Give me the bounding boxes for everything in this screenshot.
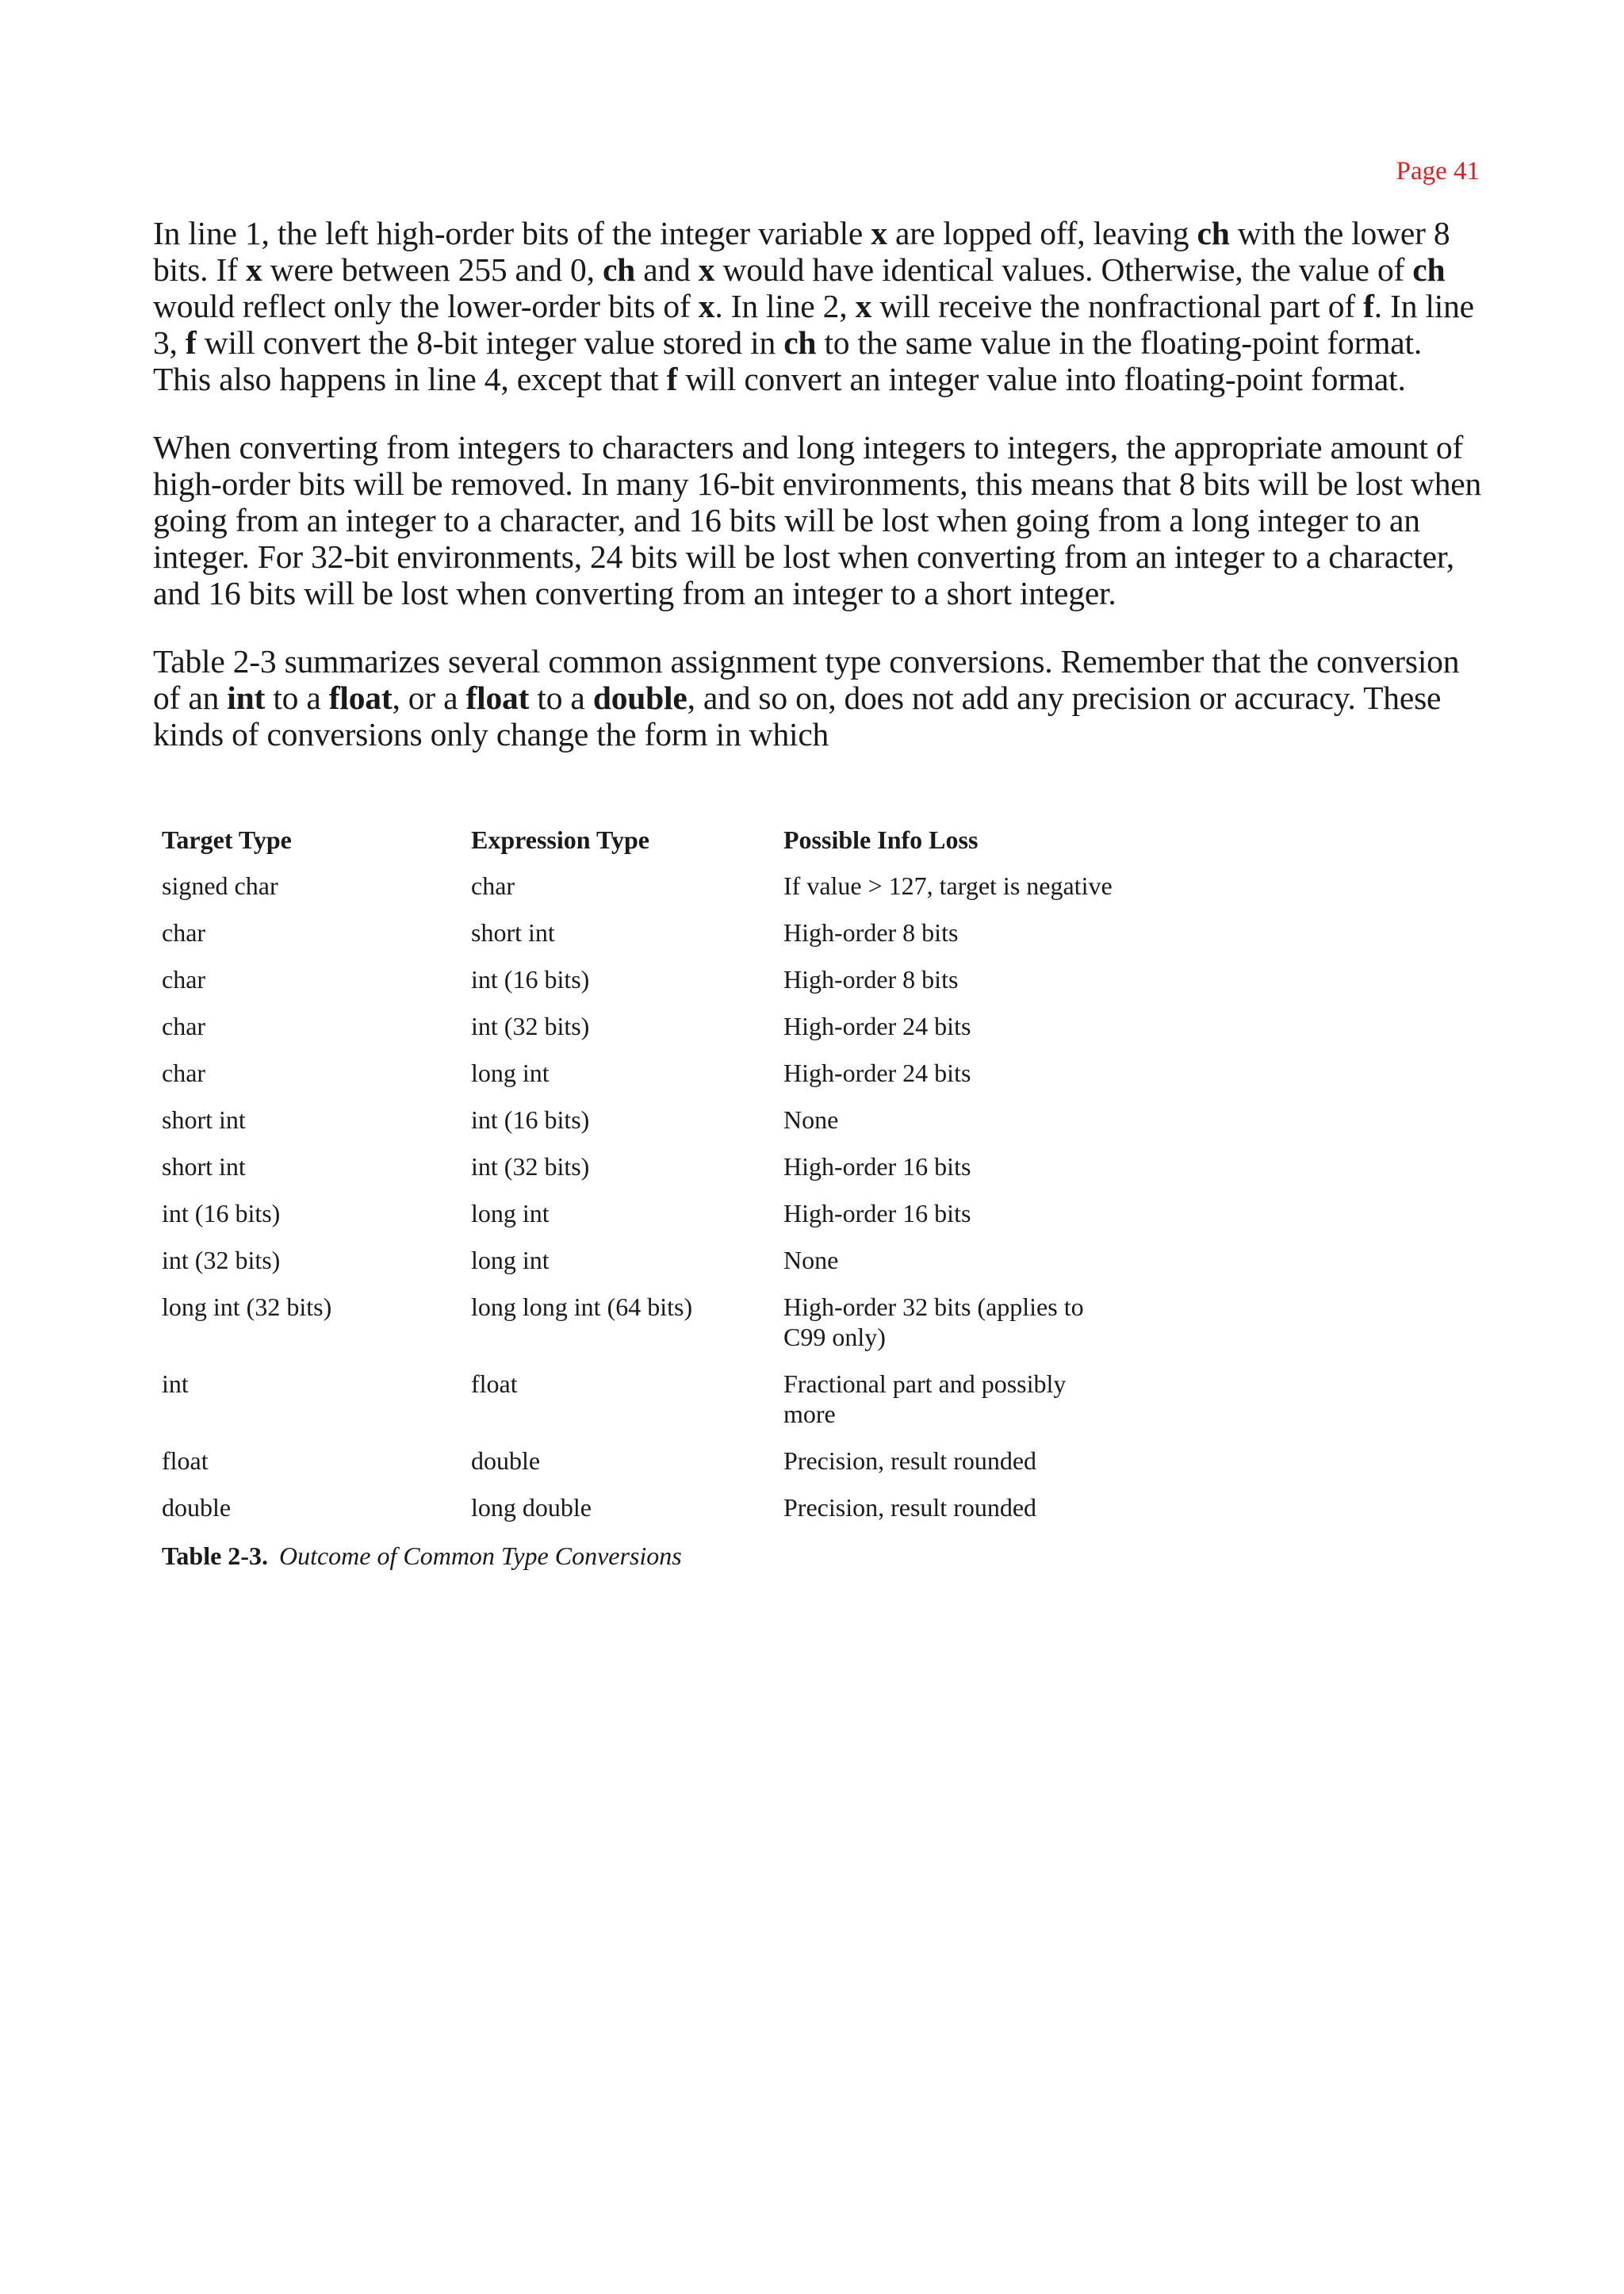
text-run: In line 1, the left high-order bits of the integer variable [153, 215, 871, 251]
cell-expression-type: long long int (64 bits) [471, 1293, 693, 1321]
text-run: are lopped off, leaving [887, 215, 1197, 251]
code-identifier: ch [602, 251, 636, 288]
cell-target-type: short int [162, 1152, 246, 1181]
text-run: . In line 3, [153, 288, 1474, 361]
cell-expression-type: short int [471, 918, 555, 947]
table-row [162, 1369, 1116, 1446]
type-conversion-table-section [162, 825, 1193, 1571]
cell-info-loss: Precision, result rounded [783, 1446, 1037, 1475]
cell-info-loss: High-order 24 bits [783, 1012, 971, 1040]
code-identifier: x [871, 215, 887, 251]
cell-expression-type: float [471, 1369, 518, 1398]
cell-info-loss: High-order 16 bits [783, 1152, 971, 1181]
cell-expression-type: char [471, 871, 515, 900]
cell-info-loss: If value > 127, target is negative [783, 871, 1113, 900]
cell-expression-type: long int [471, 1059, 550, 1087]
text-run: . In line 2, [714, 288, 856, 324]
paragraph-3 [153, 643, 1485, 753]
header-expression-type: Expression Type [471, 825, 649, 854]
table-caption [162, 1541, 1193, 1571]
cell-info-loss: None [783, 1105, 839, 1134]
text-run: When converting from integers to characters and long integers to integers, the appropriate amount of high-order bits will be removed. In many 16-bit environments, this means that 8 bits will be lost when going from an integer to a character, and 16 bits will be lost when going from a long integer to an integer. For 32-bit environments, 24 bits will be lost when converting from an integer to a character, and 16 bits will be lost when converting from an integer to a short integer. [153, 429, 1482, 611]
cell-target-type: char [162, 1012, 206, 1040]
body-text [153, 215, 1485, 784]
code-identifier: x [698, 288, 715, 324]
cell-expression-type: int (32 bits) [471, 1012, 590, 1040]
cell-target-type: int (32 bits) [162, 1246, 281, 1274]
cell-info-loss: High-order 32 bits (applies to C99 only) [783, 1293, 1084, 1351]
cell-expression-type: long int [471, 1199, 550, 1227]
code-identifier: f [185, 324, 197, 361]
table-row [162, 1058, 1116, 1105]
code-identifier: ch [1197, 215, 1230, 251]
cell-expression-type: int (16 bits) [471, 965, 590, 994]
text-run: will receive the nonfractional part of [871, 288, 1364, 324]
text-run: to a [265, 680, 329, 716]
cell-info-loss: High-order 16 bits [783, 1199, 971, 1227]
text-run: were between 255 and 0, [262, 251, 603, 288]
header-target-type: Target Type [162, 825, 292, 854]
code-identifier: float [465, 680, 530, 716]
cell-target-type: double [162, 1493, 232, 1522]
cell-info-loss: High-order 8 bits [783, 918, 959, 947]
cell-expression-type: long double [471, 1493, 592, 1522]
cell-target-type: long int (32 bits) [162, 1293, 332, 1321]
code-identifier: float [328, 680, 393, 716]
code-identifier: f [666, 361, 678, 397]
cell-info-loss: Fractional part and possibly more [783, 1369, 1067, 1428]
page-number: Page 41 [1396, 157, 1480, 186]
code-identifier: ch [783, 324, 817, 361]
table-row [162, 1198, 1116, 1245]
cell-target-type: float [162, 1446, 209, 1475]
code-identifier: f [1363, 288, 1374, 324]
text-run: , or a [392, 680, 466, 716]
cell-target-type: short int [162, 1105, 246, 1134]
table-row [162, 1011, 1116, 1058]
text-run: to the same value in the floating-point format. This also happens in line 4, except that [153, 324, 1422, 397]
table-row [162, 1105, 1116, 1151]
code-identifier: x [698, 251, 715, 288]
table-body [162, 871, 1116, 1539]
text-run: and [635, 251, 699, 288]
text-run: , and so on, does not add any precision or accuracy. These kinds of conversions only change the form in which [153, 680, 1442, 753]
paragraph-2 [153, 429, 1485, 611]
table-header-row [162, 825, 1116, 871]
table-row [162, 1446, 1116, 1492]
cell-info-loss: Precision, result rounded [783, 1493, 1037, 1522]
table-row [162, 871, 1116, 917]
code-identifier: int [227, 680, 266, 716]
text-run: would reflect only the lower-order bits of [153, 288, 699, 324]
cell-target-type: char [162, 918, 206, 947]
table-row [162, 1245, 1116, 1292]
code-identifier: double [592, 680, 688, 716]
cell-info-loss: None [783, 1246, 839, 1274]
cell-target-type: signed char [162, 871, 278, 900]
type-conversion-table [162, 825, 1116, 1539]
table-row [162, 917, 1116, 964]
cell-target-type: int (16 bits) [162, 1199, 281, 1227]
table-caption-text: Outcome of Common Type Conversions [278, 1541, 682, 1570]
cell-info-loss: High-order 24 bits [783, 1059, 971, 1087]
cell-info-loss: High-order 8 bits [783, 965, 959, 994]
table-row [162, 964, 1116, 1011]
cell-target-type: char [162, 1059, 206, 1087]
header-possible-info-loss: Possible Info Loss [783, 825, 979, 854]
cell-target-type: char [162, 965, 206, 994]
cell-expression-type: int (32 bits) [471, 1152, 590, 1181]
code-identifier: ch [1412, 251, 1446, 288]
text-run: with the lower 8 bits. If [153, 215, 1450, 288]
code-identifier: x [245, 251, 262, 288]
table-row [162, 1151, 1116, 1198]
text-run: would have identical values. Otherwise, the value of [714, 251, 1413, 288]
cell-expression-type: int (16 bits) [471, 1105, 590, 1134]
cell-target-type: int [162, 1369, 189, 1398]
text-run: will convert an integer value into floating-point format. [677, 361, 1406, 397]
cell-expression-type: long int [471, 1246, 550, 1274]
code-identifier: x [855, 288, 872, 324]
table-caption-label: Table 2-3. [162, 1541, 268, 1570]
cell-expression-type: double [471, 1446, 541, 1475]
text-run: Table 2-3 summarizes several common assignment type conversions. Remember that the conversion of an [153, 643, 1460, 716]
text-run: will convert the 8-bit integer value stored in [196, 324, 784, 361]
table-row [162, 1492, 1116, 1539]
text-run: to a [529, 680, 593, 716]
table-row [162, 1292, 1116, 1369]
paragraph-1 [153, 215, 1485, 397]
